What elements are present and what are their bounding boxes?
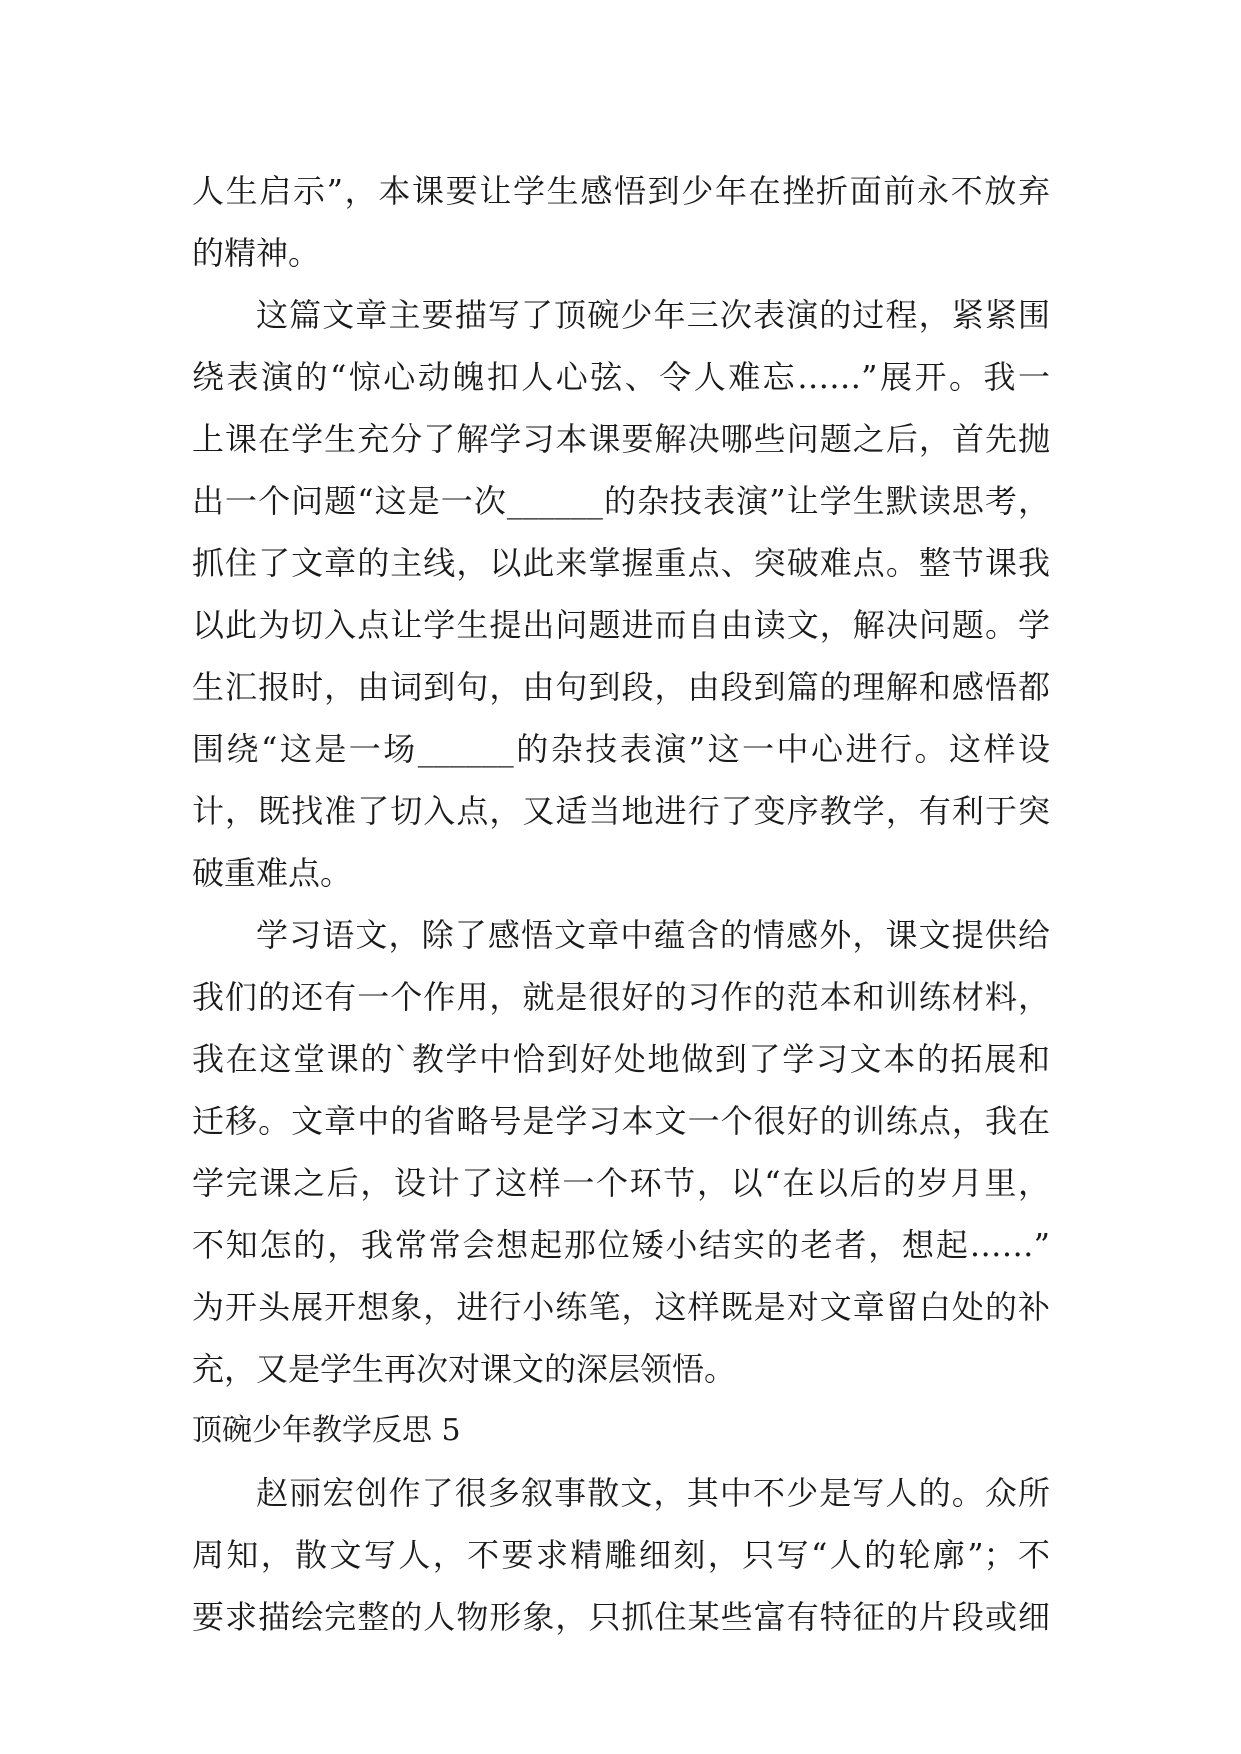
text-line: 周知，散文写人，不要求精雕细刻，只写“人的轮廓”；不 <box>192 1536 1050 1574</box>
text-line: 学习语文，除了感悟文章中蕴含的情感外，课文提供给 <box>256 916 1050 954</box>
text-line: 以此为切入点让学生提出问题进而自由读文，解决问题。学 <box>192 606 1050 644</box>
text-line: 生汇报时，由词到句，由句到段，由段到篇的理解和感悟都 <box>192 668 1050 706</box>
text-line: 赵丽宏创作了很多叙事散文，其中不少是写人的。众所 <box>256 1474 1050 1512</box>
text-line: 上课在学生充分了解学习本课要解决哪些问题之后，首先抛 <box>192 420 1050 458</box>
text-line: 为开头展开想象，进行小练笔，这样既是对文章留白处的补 <box>192 1288 1050 1326</box>
text-line: 人生启示”，本课要让学生感悟到少年在挫折面前永不放弃 <box>192 172 1050 210</box>
text-line: 迁移。文章中的省略号是学习本文一个很好的训练点，我在 <box>192 1102 1050 1140</box>
document-body <box>192 160 1050 1648</box>
text-line: 充，又是学生再次对课文的深层领悟。 <box>192 1350 737 1388</box>
text-line: 计，既找准了切入点，又适当地进行了变序教学，有利于突 <box>192 792 1050 830</box>
text-line: 我们的还有一个作用，就是很好的习作的范本和训练材料， <box>192 978 1050 1016</box>
text-line: 这篇文章主要描写了顶碗少年三次表演的过程，紧紧围 <box>256 296 1050 334</box>
paragraph <box>192 904 1050 1400</box>
text-line: 的精神。 <box>192 234 321 272</box>
text-line: 不知怎的，我常常会想起那位矮小结实的老者，想起……” <box>192 1226 1050 1264</box>
text-line: 绕表演的“惊心动魄扣人心弦、令人难忘……”展开。我一 <box>192 358 1050 396</box>
section-heading: 顶碗少年教学反思 5 <box>192 1413 461 1448</box>
text-line: 要求描绘完整的人物形象，只抓住某些富有特征的片段或细 <box>192 1598 1050 1636</box>
text-line: 出一个问题“这是一次______的杂技表演”让学生默读思考， <box>192 482 1050 520</box>
text-line: 抓住了文章的主线，以此来掌握重点、突破难点。整节课我 <box>192 544 1050 582</box>
paragraph <box>192 1462 1050 1648</box>
text-line: 围绕“这是一场______的杂技表演”这一中心进行。这样设 <box>192 730 1050 768</box>
text-line: 学完课之后，设计了这样一个环节，以“在以后的岁月里， <box>192 1164 1050 1202</box>
paragraph <box>192 284 1050 904</box>
text-line: 破重难点。 <box>192 854 353 892</box>
paragraph <box>192 160 1050 284</box>
text-line: 我在这堂课的`教学中恰到好处地做到了学习文本的拓展和 <box>192 1040 1050 1078</box>
